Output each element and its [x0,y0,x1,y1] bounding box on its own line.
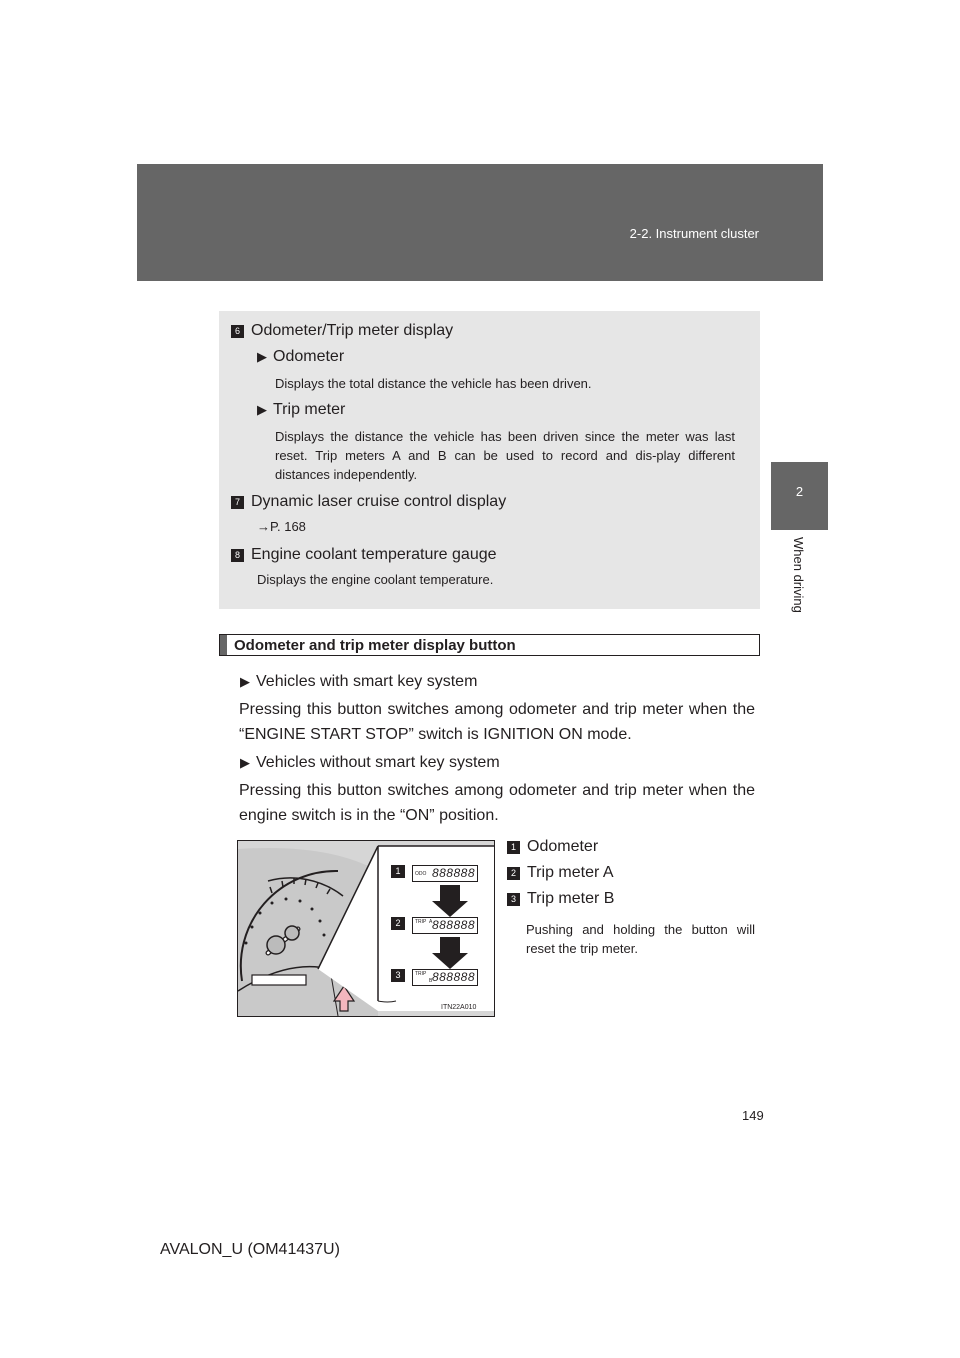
subheading-text: Vehicles with smart key system [256,673,478,690]
legend-item-trip-b [507,890,614,908]
legend-item-trip-a [507,864,614,882]
number-badge: 6 [231,325,244,338]
trip-a-display [412,917,478,934]
chapter-tab [771,462,828,530]
item-title: Dynamic laser cruise control display [251,493,507,510]
number-badge: 3 [507,893,520,906]
trip-b-display [412,969,478,986]
manual-code: AVALON_U (OM41437U) [160,1241,340,1258]
number-badge: 1 [507,841,520,854]
number-badge: 2 [507,867,520,880]
sub-description: Displays the total distance the vehicle has been driven. [275,376,592,391]
reset-note: Pushing and holding the button will reset the trip meter. [526,922,755,956]
display-label: TRIP [415,919,427,925]
diagram-badge-1: 1 [391,865,405,878]
legend-label: Trip meter A [527,864,614,881]
triangle-bullet-icon: ▶ [257,402,267,417]
chapter-number: 2 [795,484,804,499]
legend-label: Odometer [527,838,599,855]
triangle-bullet-icon: ▶ [257,349,267,364]
section-breadcrumb: 2-2. Instrument cluster [629,226,759,241]
subheading-text: Vehicles without smart key system [256,754,500,771]
triangle-bullet-icon: ▶ [240,674,250,689]
no-smart-key-heading [240,754,500,772]
triangle-bullet-icon: ▶ [240,755,250,770]
display-digits: 888888 [431,970,475,984]
info-box [219,311,760,609]
number-badge: 8 [231,549,244,562]
sub-title: Trip meter [273,401,346,418]
sub-description: Displays the distance the vehicle has been driven since the meter was last reset. Trip meters A and B can be used to record and dis-play different distances independently. [275,429,735,482]
diagram-badge-3: 3 [391,969,405,982]
section-title: Odometer and trip meter display button [234,637,516,654]
display-digits: 888888 [431,866,475,880]
legend-item-odometer [507,838,598,856]
item-odometer-trip-display [231,322,453,340]
item-coolant-gauge [231,546,497,564]
sub-title: Odometer [273,348,345,365]
section-heading [219,634,760,656]
item-laser-cruise-display [231,493,506,511]
diagram-badge-2: 2 [391,917,405,930]
display-label: TRIP [415,971,427,977]
diagram-code: ITN22A010 [441,1004,477,1011]
page-reference: →P. 168 [257,519,306,534]
odometer-display [412,865,478,882]
sub-trip-meter [257,401,345,419]
chapter-label: When driving [791,537,806,613]
legend-label: Trip meter B [527,890,615,907]
display-sub: A [429,919,433,925]
instrument-cluster-illustration [237,840,495,1017]
smart-key-paragraph: Pressing this button switches among odometer and trip meter when the “ENGINE START STOP” switch is IGNITION ON mode. [239,701,755,743]
heading-marker [220,635,227,655]
display-sub: B [429,978,433,984]
item-title: Engine coolant temperature gauge [251,546,497,563]
item-description: Displays the engine coolant temperature. [257,572,494,587]
smart-key-heading [240,673,477,691]
display-digits: 888888 [431,918,475,932]
page-number: 149 [742,1108,764,1123]
display-label: ODO [415,871,427,877]
no-smart-key-paragraph: Pressing this button switches among odometer and trip meter when the engine switch is in the “ON” position. [239,782,755,824]
item-title: Odometer/Trip meter display [251,322,454,339]
header-band [137,164,823,281]
number-badge: 7 [231,496,244,509]
sub-odometer [257,348,344,366]
